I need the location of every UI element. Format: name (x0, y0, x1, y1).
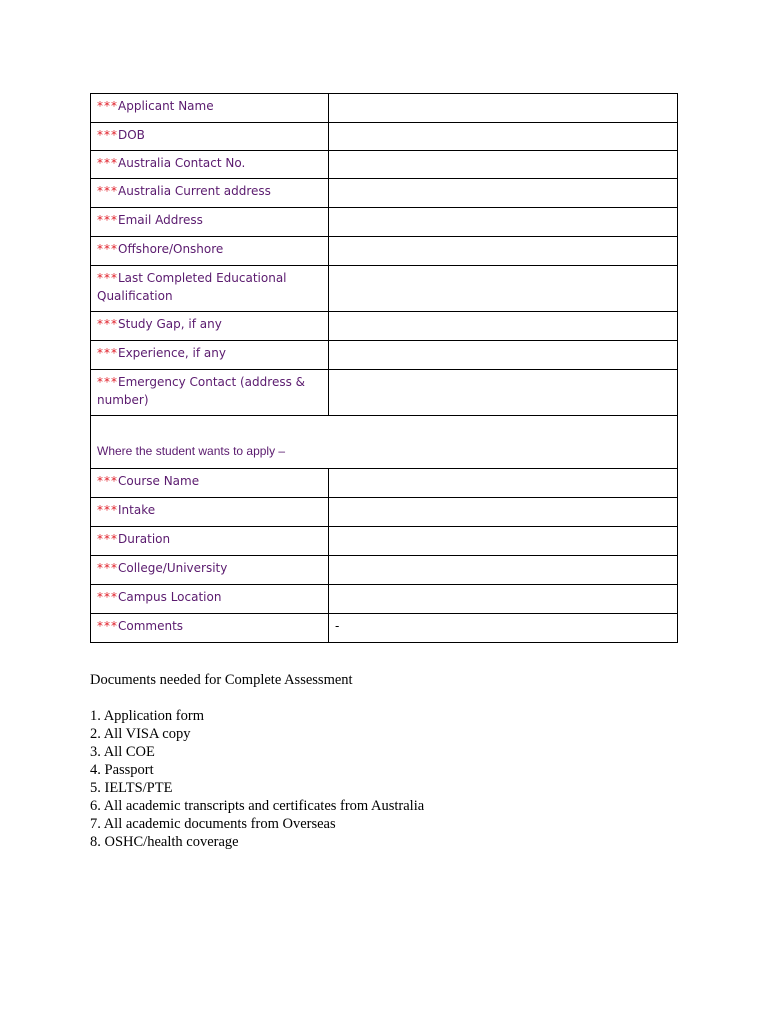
form-label: Study Gap, if any (118, 317, 222, 331)
form-label: College/University (118, 561, 228, 575)
current-address-field[interactable] (329, 179, 678, 208)
form-row (91, 614, 678, 643)
form-label: Emergency Contact (address & number) (97, 375, 305, 407)
documents-section (90, 671, 424, 851)
form-label-cell (91, 585, 329, 614)
form-label-cell (91, 208, 329, 237)
form-label-cell (91, 312, 329, 341)
required-marker: *** (97, 184, 118, 198)
required-marker: *** (97, 156, 118, 170)
list-item: 1. Application form (90, 708, 204, 724)
form-row (91, 527, 678, 556)
required-marker: *** (97, 128, 118, 142)
form-row (91, 469, 678, 498)
form-row (91, 94, 678, 123)
form-label: Duration (118, 532, 171, 546)
form-label: Australia Contact No. (118, 156, 246, 170)
form-label: Course Name (118, 474, 200, 488)
comments-field[interactable]: - (329, 614, 678, 643)
form-label-cell (91, 237, 329, 266)
documents-list (90, 707, 424, 851)
form-label-cell (91, 341, 329, 370)
form-label-cell (91, 151, 329, 179)
form-row (91, 556, 678, 585)
study-gap-field[interactable] (329, 312, 678, 341)
required-marker: *** (97, 317, 118, 331)
offshore-onshore-field[interactable] (329, 237, 678, 266)
college-university-field[interactable] (329, 556, 678, 585)
form-row (91, 585, 678, 614)
qualification-field[interactable] (329, 266, 678, 312)
form-row (91, 179, 678, 208)
campus-location-field[interactable] (329, 585, 678, 614)
form-row (91, 312, 678, 341)
form-row (91, 123, 678, 151)
form-label: Experience, if any (118, 346, 226, 360)
form-row (91, 208, 678, 237)
form-row (91, 370, 678, 416)
contact-number-field[interactable] (329, 151, 678, 179)
section-row (91, 416, 678, 469)
form-label-cell (91, 498, 329, 527)
form-label: Applicant Name (118, 99, 214, 113)
form-label-cell (91, 266, 329, 312)
list-item: 4. Passport (90, 762, 154, 778)
form-row (91, 266, 678, 312)
applicant-name-field[interactable] (329, 94, 678, 123)
form-label-cell (91, 370, 329, 416)
required-marker: *** (97, 561, 118, 575)
required-marker: *** (97, 213, 118, 227)
form-label: Australia Current address (118, 184, 271, 198)
form-label-cell (91, 556, 329, 585)
dob-field[interactable] (329, 123, 678, 151)
documents-heading: Documents needed for Complete Assessment (90, 672, 353, 688)
form-label: DOB (118, 128, 145, 142)
form-label: Intake (118, 503, 156, 517)
form-row (91, 151, 678, 179)
list-item: 2. All VISA copy (90, 726, 191, 742)
required-marker: *** (97, 375, 118, 389)
form-label: Offshore/Onshore (118, 242, 224, 256)
form-row (91, 498, 678, 527)
duration-field[interactable] (329, 527, 678, 556)
applicant-form-table (90, 93, 678, 643)
required-marker: *** (97, 242, 118, 256)
form-label: Last Completed Educational Qualification (97, 271, 287, 303)
form-label-cell (91, 94, 329, 123)
form-label: Email Address (118, 213, 203, 227)
form-label: Campus Location (118, 590, 222, 604)
required-marker: *** (97, 590, 118, 604)
email-field[interactable] (329, 208, 678, 237)
experience-field[interactable] (329, 341, 678, 370)
intake-field[interactable] (329, 498, 678, 527)
required-marker: *** (97, 503, 118, 517)
form-label-cell (91, 614, 329, 643)
list-item: 7. All academic documents from Overseas (90, 816, 336, 832)
form-label-cell (91, 123, 329, 151)
form-label: Comments (118, 619, 184, 633)
required-marker: *** (97, 532, 118, 546)
form-label-cell (91, 527, 329, 556)
form-row (91, 341, 678, 370)
list-item: 3. All COE (90, 744, 155, 760)
required-marker: *** (97, 619, 118, 633)
list-item: 5. IELTS/PTE (90, 780, 173, 796)
required-marker: *** (97, 474, 118, 488)
required-marker: *** (97, 99, 118, 113)
form-row (91, 237, 678, 266)
course-name-field[interactable] (329, 469, 678, 498)
form-label-cell (91, 179, 329, 208)
required-marker: *** (97, 271, 118, 285)
emergency-contact-field[interactable] (329, 370, 678, 416)
form-label-cell (91, 469, 329, 498)
list-item: 6. All academic transcripts and certificates from Australia (90, 798, 425, 814)
required-marker: *** (97, 346, 118, 360)
section-heading: Where the student wants to apply – (91, 416, 678, 469)
list-item: 8. OSHC/health coverage (90, 834, 239, 850)
